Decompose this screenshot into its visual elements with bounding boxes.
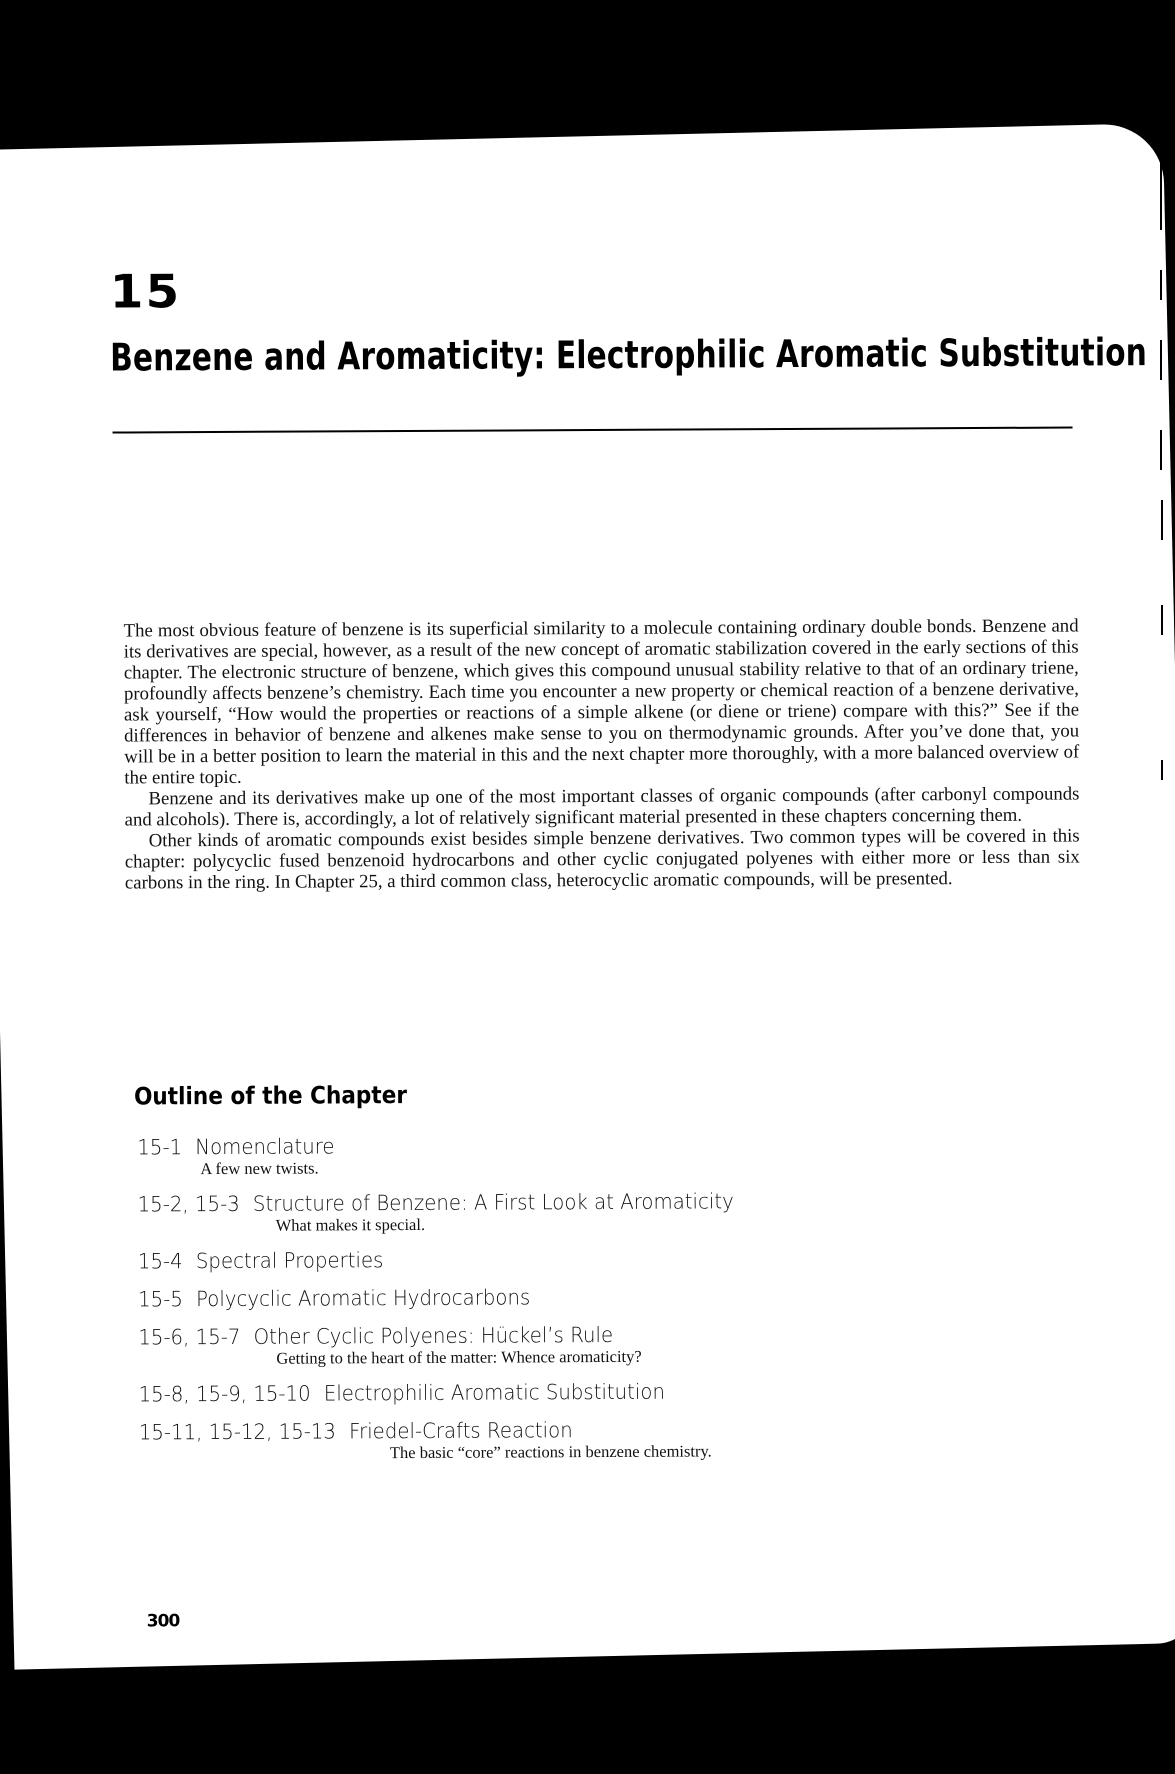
outline-item [139, 1415, 1039, 1465]
intro-paragraph: Other kinds of aromatic compounds exist besides simple benzene derivatives. Two common types will be covered in this chapter: polycyclic fused benzenoid hydrocarbons and other cyclic conjugated polyenes with either more or less than six carbons in the ring. In Chapter 25, a third common class, heterocyclic aromatic compounds, will be presented. [124, 825, 1080, 894]
outline-section-title: Spectral Properties [195, 1248, 384, 1274]
outline-section-numbers: 15-4 [137, 1249, 183, 1274]
outline-item [138, 1282, 1038, 1313]
outline-section-numbers: 15-5 [138, 1287, 183, 1312]
chapter-outline [137, 1130, 1039, 1477]
chapter-number: 15 [109, 264, 182, 319]
page-number: 300 [146, 1611, 180, 1632]
outline-section-title: Nomenclature [195, 1134, 335, 1160]
outline-section-subtitle: What makes it special. [275, 1214, 426, 1235]
outline-item [137, 1130, 1037, 1180]
chapter-introduction [124, 615, 1080, 893]
title-divider [113, 427, 1073, 434]
outline-section-title: Friedel-Crafts Reaction [349, 1418, 573, 1444]
outline-section-numbers: 15-2, 15-3 [137, 1191, 240, 1217]
intro-paragraph: Benzene and its derivatives make up one of the most important classes of organic compounds (after carbonyl compounds and alcohols). There is, accordingly, a lot of relatively significant material presented in these chapters concerning them. [124, 783, 1080, 831]
outline-section-numbers: 15-6, 15-7 [138, 1324, 241, 1350]
outline-section-subtitle: The basic “core” reactions in benzene chemistry. [389, 1441, 712, 1463]
outline-item [138, 1244, 1038, 1275]
intro-paragraph: The most obvious feature of benzene is its superficial similarity to a molecule containing ordinary double bonds. Benzene and its derivatives are special, however, as a result of the new concept of aromatic stabilization covered in the early sections of this chapter. The electronic structure of benzene, which gives this compound unusual stability relative to that of an ordinary triene, profoundly affects benzene’s chemistry. Each time you encounter a new property or chemical reaction of a benzene derivative, ask yourself, “How would the properties or reactions of a simple alkene (or diene or triene) compare with this?” See if the differences in behavior of benzene and alkenes make sense to you on thermodynamic grounds. After you’ve done that, you will be in a better position to learn the material in this and the next chapter more thoroughly, with a more balanced overview of the entire topic. [123, 615, 1080, 789]
chapter-title: Benzene and Aromaticity: Electrophilic Aromatic Substitution [110, 330, 1148, 380]
outline-section-numbers: 15-1 [137, 1135, 183, 1160]
outline-item [138, 1187, 1038, 1237]
outline-section-title: Electrophilic Aromatic Substitution [323, 1379, 666, 1406]
outline-section-subtitle: Getting to the heart of the matter: Whence aromaticity? [276, 1346, 642, 1368]
outline-section-numbers: 15-11, 15-12, 15-13 [138, 1419, 337, 1445]
outline-section-title: Polycyclic Aromatic Hydrocarbons [195, 1285, 531, 1312]
outline-section-subtitle: A few new twists. [200, 1158, 319, 1179]
outline-section-title: Structure of Benzene: A First Look at Aromaticity [252, 1189, 734, 1216]
outline-section-numbers: 15-8, 15-9, 15-10 [138, 1381, 311, 1407]
outline-item [138, 1320, 1038, 1370]
outline-section-title: Other Cyclic Polyenes: Hückel’s Rule [253, 1322, 614, 1349]
outline-item [139, 1377, 1039, 1408]
outline-heading: Outline of the Chapter [133, 1081, 408, 1111]
